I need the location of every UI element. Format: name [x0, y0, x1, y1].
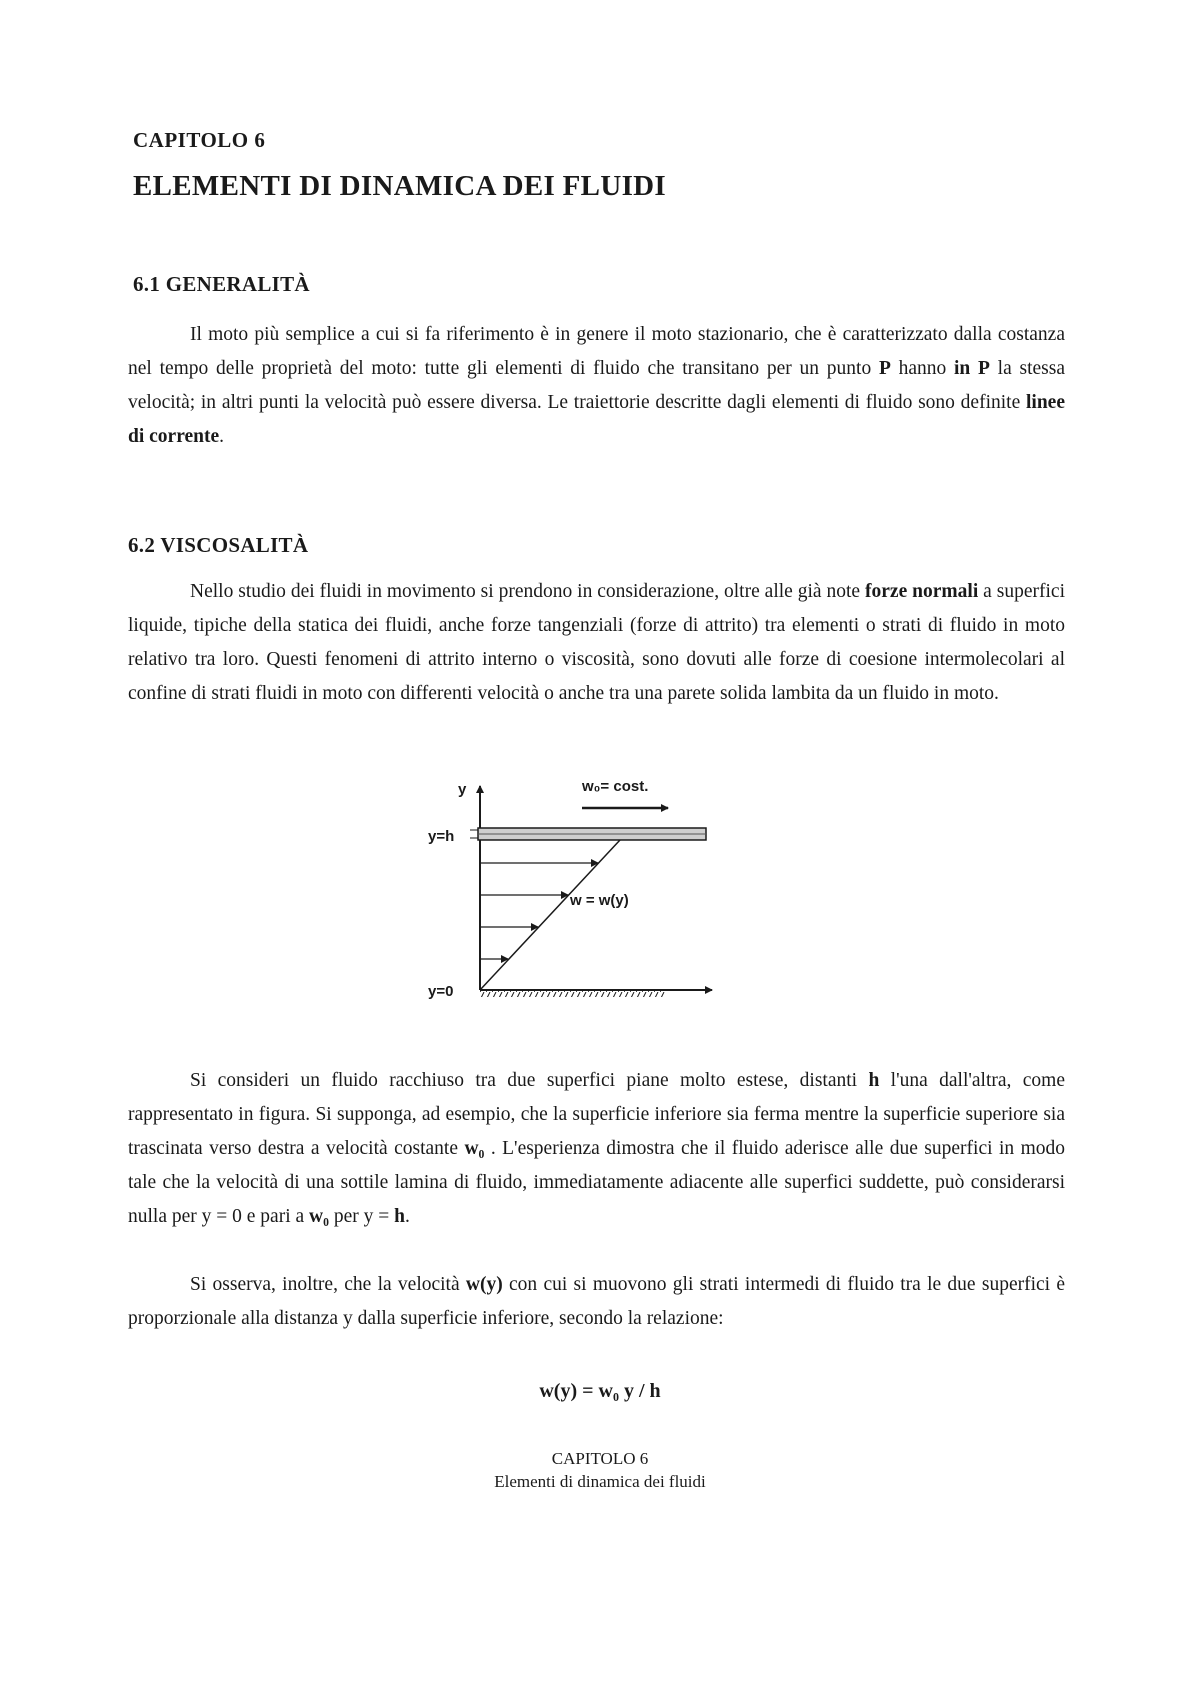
paragraph-viscosalita-intro: Nello studio dei fluidi in movimento si prendono in considerazione, oltre alle già note forze normali a superfici liquide, tipiche della statica dei fluidi, anche forze tangenziali (forze di attrito) tra elementi o strati di fluido in moto relativo tra loro. Questi fenomeni di attrito interno o viscosità, sono dovuti alle forze di coesione intermolecolari al confine di strati fluidi in moto con differenti velocità o anche tra una parete solida lambita da un fluido in moto. — [128, 581, 1065, 704]
bottom-wall-hatch — [480, 990, 666, 997]
paragraph-viscosalita-description: Si consideri un fluido racchiuso tra due superfici piane molto estese, distanti h l'una dall'altra, come rappresentato in figura. Si supponga, ad esempio, che la superficie inferiore sia ferma mentre la superficie superiore sia trascinata verso destra a velocità costante w₀ . L'esperienza dimostra che il fluido aderisce alle due superfici in modo tale che la velocità di una sottile lamina di fluido, immediatamente adiacente alle superfici suddette, può considerarsi nulla per y = 0 e pari a w₀ per y = h. — [128, 1070, 1065, 1227]
chapter-title: ELEMENTI DI DINAMICA DEI FLUIDI — [133, 170, 666, 202]
paragraph-viscosalita-relation: Si osserva, inoltre, che la velocità w(y) con cui si muovono gli strati intermedi di fluido tra le due superfici è proporzionale alla distanza y dalla superficie inferiore, secondo la relazione: — [128, 1274, 1066, 1329]
y-axis-label: y — [458, 781, 467, 798]
label-y-h: y=h — [428, 828, 455, 845]
label-y-0: y=0 — [428, 983, 454, 1000]
page-footer — [0, 1447, 1200, 1493]
chapter-label: CAPITOLO 6 — [133, 128, 266, 152]
footer-chapter: CAPITOLO 6 — [551, 1449, 649, 1468]
paragraph-generalita: Il moto più semplice a cui si fa riferimento è in genere il moto stazionario, che è caratterizzato dalla costanza nel tempo delle proprietà del moto: tutte gli elementi di fluido che transitano per un punto P hanno in P la stessa velocità; in altri punti la velocità può essere diversa. Le traiettorie descritte dagli elementi di fluido sono definite linee di corrente. — [128, 324, 1065, 447]
label-profile: w = w(y) — [570, 892, 629, 909]
footer-title: Elementi di dinamica dei fluidi — [494, 1472, 706, 1491]
section-heading-viscosalita: 6.2 VISCOSALITÀ — [128, 533, 309, 557]
section-heading-generalita: 6.1 GENERALITÀ — [133, 272, 310, 296]
velocity-profile-figure — [420, 768, 740, 1013]
label-top-velocity: w₀= cost. — [582, 778, 649, 795]
velocity-formula: w(y) = w₀ y / h — [539, 1380, 661, 1402]
